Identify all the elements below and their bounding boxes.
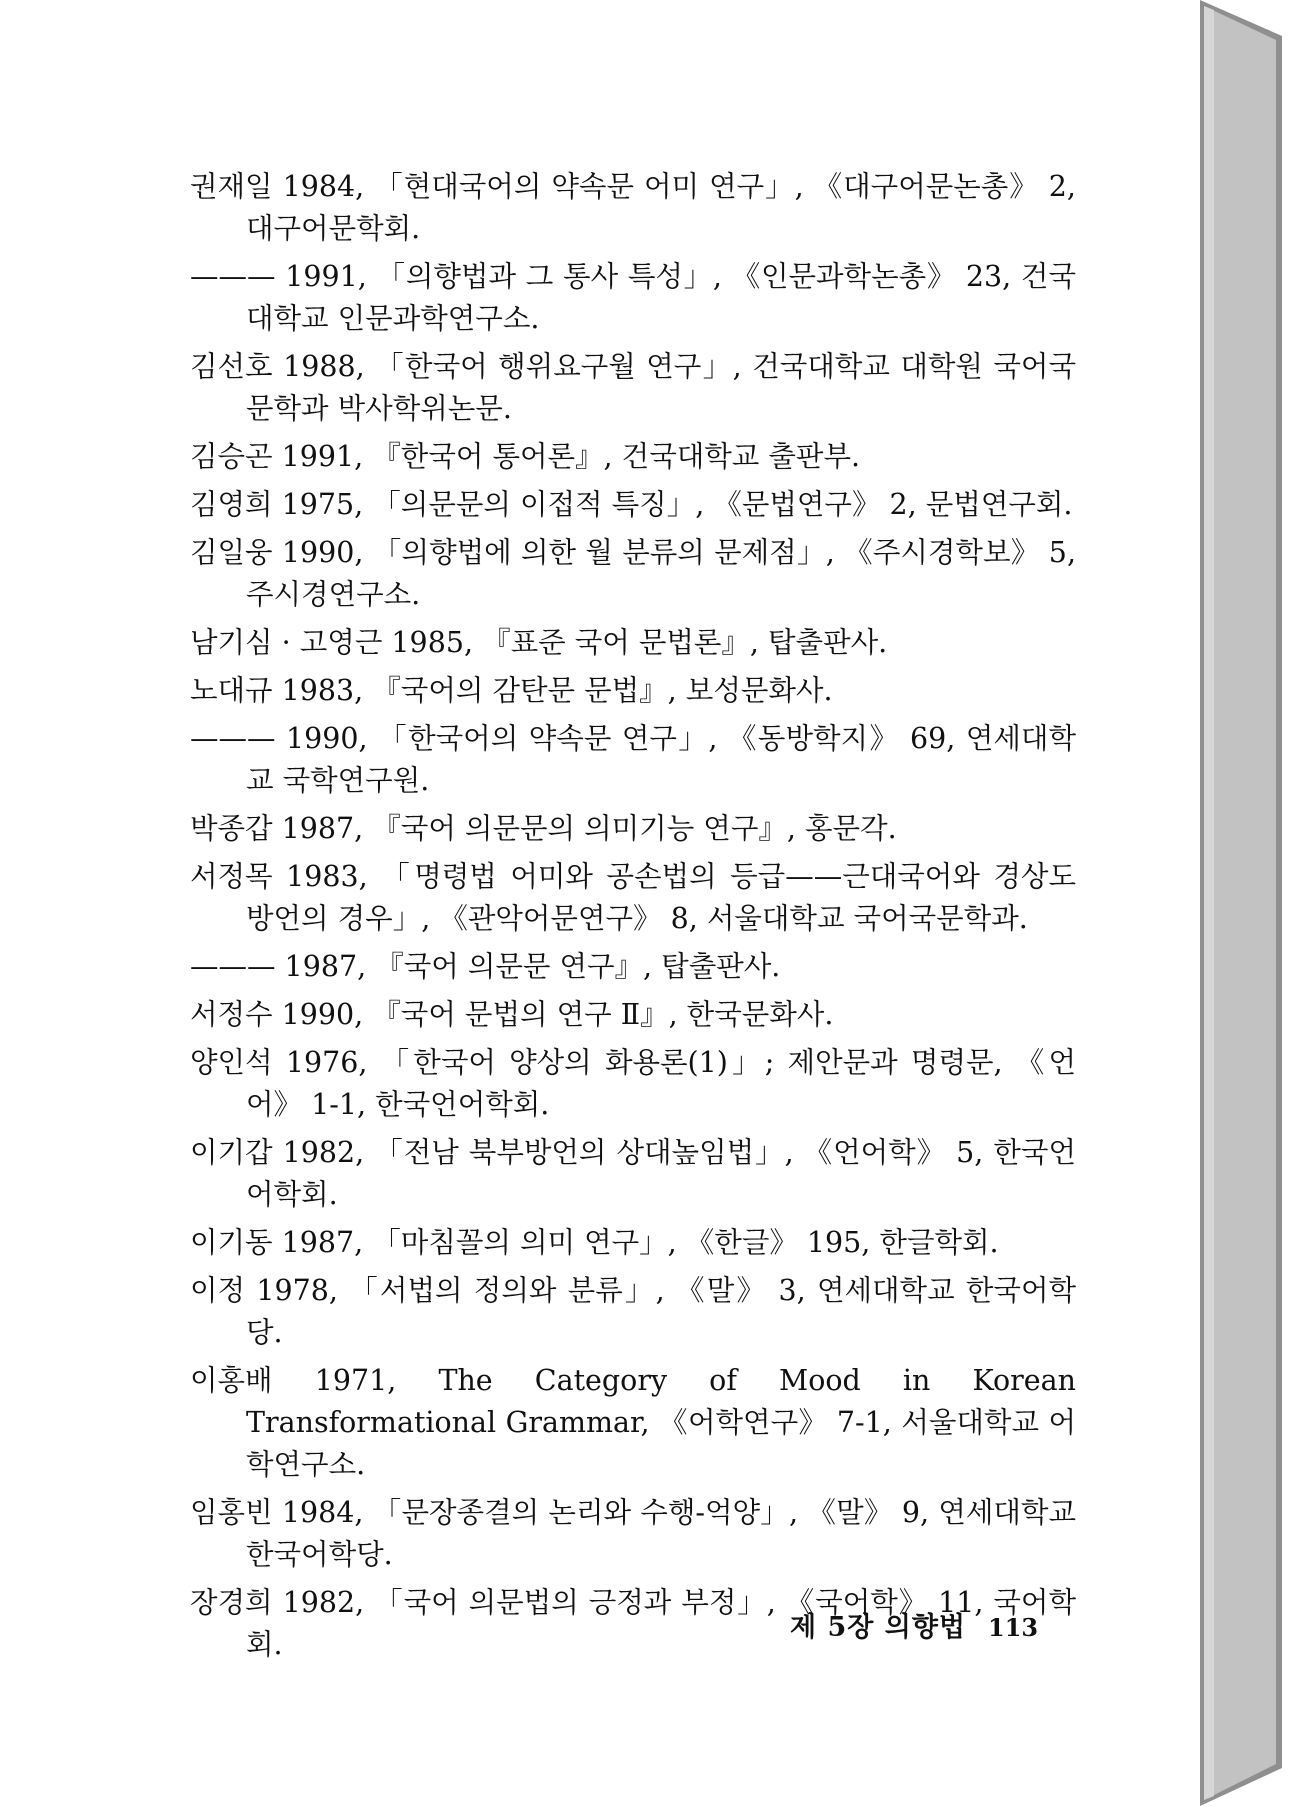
bibliography-entry: 김영희 1975, 「의문문의 이접적 특징」, 《문법연구》 2, 문법연구회. xyxy=(190,488,1073,521)
bibliography-entry: 남기심 · 고영근 1985, 『표준 국어 문법론』, 탑출판사. xyxy=(190,626,888,659)
book-edge-highlight xyxy=(1204,6,1214,1800)
bibliography-entry: 서정목 1983, 「명령법 어미와 공손법의 등급——근대국어와 경상도 방언의 경우」, 《관악어문연구》 8, 서울대학교 국어국문학과. xyxy=(190,860,1076,935)
bibliography-entry: ——— 1987, 『국어 의문문 연구』, 탑출판사. xyxy=(190,950,781,983)
chapter-title: 제 5장 의향법 xyxy=(790,1612,966,1643)
bibliography-entry: 이기동 1987, 「마침꼴의 의미 연구」, 《한글》 195, 한글학회. xyxy=(190,1226,999,1259)
bibliography-entry: 노대규 1983, 『국어의 감탄문 문법』, 보성문화사. xyxy=(190,674,833,707)
bibliography-entry: 임홍빈 1984, 「문장종결의 논리와 수행-억양」, 《말》 9, 연세대학교 한국어학당. xyxy=(190,1496,1076,1571)
bibliography-entry: 양인석 1976, 「한국어 양상의 화용론(1)」; 제안문과 명령문, 《언어》 1-1, 한국언어학회. xyxy=(190,1046,1076,1121)
bibliography-entry: 박종갑 1987, 『국어 의문문의 의미기능 연구』, 홍문각. xyxy=(190,812,897,845)
bibliography-entry: ——— 1990, 「한국어의 약속문 연구」, 《동방학지》 69, 연세대학교 국학연구원. xyxy=(190,722,1076,797)
book-edge-face xyxy=(1204,6,1276,1800)
page-number: 113 xyxy=(988,1613,1039,1642)
bibliography-entry: 이정 1978, 「서법의 정의와 분류」, 《말》 3, 연세대학교 한국어학당. xyxy=(190,1274,1076,1349)
bibliography-entry: 이기갑 1982, 「전남 북부방언의 상대높임법」, 《언어학》 5, 한국언어학회. xyxy=(190,1136,1076,1211)
bibliography-entry: 김일웅 1990, 「의향법에 의한 월 분류의 문제점」, 《주시경학보》 5, 주시경연구소. xyxy=(190,536,1076,611)
bibliography-entry: 권재일 1984, 「현대국어의 약속문 어미 연구」, 《대구어문논총》 2, 대구어문학회. xyxy=(190,170,1076,245)
bibliography-list xyxy=(190,166,1076,1672)
bibliography-entry: ——— 1991, 「의향법과 그 통사 특성」, 《인문과학논총》 23, 건국대학교 인문과학연구소. xyxy=(190,260,1076,335)
bibliography-entry: 이홍배 1971, The Category of Mood in Korean Transformational Grammar, 《어학연구》 7-1, 서울대학교 어학연구소. xyxy=(190,1364,1076,1481)
bibliography-entry: 장경희 1982, 「국어 의문법의 긍정과 부정」, 《국어학》 11, 국어학회. xyxy=(190,1586,1076,1661)
bibliography-entry: 김선호 1988, 「한국어 행위요구월 연구」, 건국대학교 대학원 국어국문학과 박사학위논문. xyxy=(190,350,1076,425)
bibliography-entry: 서정수 1990, 『국어 문법의 연구 Ⅱ』, 한국문화사. xyxy=(190,998,834,1031)
bibliography-entry: 김승곤 1991, 『한국어 통어론』, 건국대학교 출판부. xyxy=(190,440,861,473)
running-footer xyxy=(790,1605,1050,1645)
